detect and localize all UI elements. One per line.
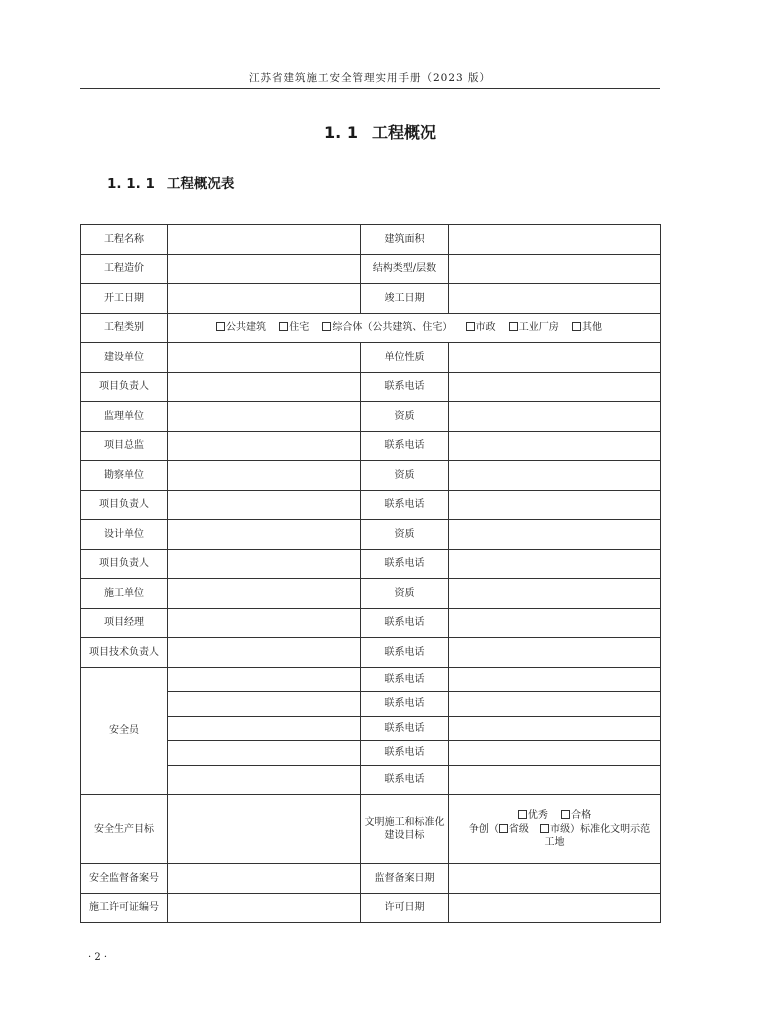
value-unit-nature[interactable] [449, 343, 661, 373]
label-contact-phone: 联系电话 [361, 638, 449, 668]
category-option[interactable]: 综合体（公共建筑、住宅） [322, 322, 452, 333]
value-safety-officer[interactable] [168, 716, 361, 741]
label-start-date: 开工日期 [81, 284, 168, 314]
table-row [81, 667, 661, 692]
value-project-cost[interactable] [168, 254, 361, 284]
table-row [81, 461, 661, 491]
value-contact-phone[interactable] [449, 741, 661, 766]
label-contact-phone: 联系电话 [361, 608, 449, 638]
value-contact-phone[interactable] [449, 490, 661, 520]
label-chief-supervisor: 项目总监 [81, 431, 168, 461]
label-safety-goal: 安全生产目标 [81, 795, 168, 864]
label-safety-officer: 安全员 [81, 667, 168, 795]
value-chief-supervisor[interactable] [168, 431, 361, 461]
table-row [81, 638, 661, 668]
table-row [81, 893, 661, 923]
value-qualification[interactable] [449, 461, 661, 491]
table-row [81, 372, 661, 402]
table-row [81, 254, 661, 284]
category-option[interactable]: 住宅 [279, 322, 309, 333]
checkbox-icon[interactable] [518, 810, 527, 819]
section-title [0, 120, 760, 143]
label-unit-nature: 单位性质 [361, 343, 449, 373]
value-owner-unit[interactable] [168, 343, 361, 373]
goal-option-excellent[interactable]: 优秀 [518, 810, 548, 821]
label-contact-phone: 联系电话 [361, 765, 449, 795]
table-row [81, 490, 661, 520]
table-row [81, 765, 661, 795]
table-row [81, 716, 661, 741]
table-row [81, 313, 661, 343]
table-row [81, 864, 661, 894]
checkbox-icon[interactable] [499, 824, 508, 833]
subsection-title [107, 172, 234, 192]
value-project-leader[interactable] [168, 490, 361, 520]
value-safety-officer[interactable] [168, 667, 361, 692]
label-building-area: 建筑面积 [361, 225, 449, 255]
label-design-unit: 设计单位 [81, 520, 168, 550]
subsection-number: 1. 1. 1 [107, 176, 155, 192]
value-safety-record-no[interactable] [168, 864, 361, 894]
label-qualification: 资质 [361, 402, 449, 432]
label-safety-record-no: 安全监督备案号 [81, 864, 168, 894]
label-contact-phone: 联系电话 [361, 741, 449, 766]
checkbox-icon[interactable] [509, 322, 518, 331]
checkbox-icon[interactable] [540, 824, 549, 833]
category-option[interactable]: 市政 [466, 322, 496, 333]
value-contact-phone[interactable] [449, 667, 661, 692]
table-row [81, 741, 661, 766]
value-design-unit[interactable] [168, 520, 361, 550]
checkbox-icon[interactable] [216, 322, 225, 331]
value-safety-officer[interactable] [168, 692, 361, 717]
value-contact-phone[interactable] [449, 765, 661, 795]
value-structure-type[interactable] [449, 254, 661, 284]
category-option[interactable]: 工业厂房 [509, 322, 559, 333]
value-project-leader[interactable] [168, 549, 361, 579]
value-contact-phone[interactable] [449, 372, 661, 402]
running-header: 江苏省建筑施工安全管理实用手册（2023 版） [248, 72, 492, 84]
label-project-leader: 项目负责人 [81, 490, 168, 520]
label-survey-unit: 勘察单位 [81, 461, 168, 491]
label-structure-type: 结构类型/层数 [361, 254, 449, 284]
civilized-goal-options [449, 795, 661, 864]
checkbox-icon[interactable] [561, 810, 570, 819]
label-completion-date: 竣工日期 [361, 284, 449, 314]
checkbox-icon[interactable] [572, 322, 581, 331]
label-contact-phone: 联系电话 [361, 372, 449, 402]
label-supervision-record-date: 监督备案日期 [361, 864, 449, 894]
goal-city: 市级）标准化文明示范 [550, 823, 651, 835]
value-qualification[interactable] [449, 520, 661, 550]
section-heading: 工程概况 [371, 123, 436, 142]
label-technical-leader: 项目技术负责人 [81, 638, 168, 668]
value-contact-phone[interactable] [449, 431, 661, 461]
label-supervision-unit: 监理单位 [81, 402, 168, 432]
table-row [81, 795, 661, 864]
table-row [81, 431, 661, 461]
table-row [81, 692, 661, 717]
label-project-manager: 项目经理 [81, 608, 168, 638]
table-row [81, 520, 661, 550]
value-contact-phone[interactable] [449, 638, 661, 668]
value-project-manager[interactable] [168, 608, 361, 638]
category-option[interactable]: 公共建筑 [216, 322, 266, 333]
label-contact-phone: 联系电话 [361, 716, 449, 741]
goal-option-qualified[interactable]: 合格 [561, 810, 591, 821]
label-permit-date: 许可日期 [361, 893, 449, 923]
table-row [81, 343, 661, 373]
value-qualification[interactable] [449, 402, 661, 432]
value-qualification[interactable] [449, 579, 661, 609]
label-project-leader: 项目负责人 [81, 372, 168, 402]
value-permit-date[interactable] [449, 893, 661, 923]
value-contact-phone[interactable] [449, 716, 661, 741]
goal-provincial: 省级 [508, 823, 529, 835]
page-number: · 2 · [88, 952, 108, 963]
label-civilized-goal: 文明施工和标准化建设目标 [361, 795, 449, 864]
label-project-name: 工程名称 [81, 225, 168, 255]
value-project-name[interactable] [168, 225, 361, 255]
value-contact-phone[interactable] [449, 608, 661, 638]
project-category-options [168, 313, 661, 343]
label-contact-phone: 联系电话 [361, 692, 449, 717]
label-project-category: 工程类别 [81, 313, 168, 343]
checkbox-icon[interactable] [279, 322, 288, 331]
value-construction-unit[interactable] [168, 579, 361, 609]
value-technical-leader[interactable] [168, 638, 361, 668]
value-supervision-unit[interactable] [168, 402, 361, 432]
value-safety-officer[interactable] [168, 765, 361, 795]
table-row [81, 402, 661, 432]
label-project-leader: 项目负责人 [81, 549, 168, 579]
label-qualification: 资质 [361, 579, 449, 609]
table-row [81, 284, 661, 314]
label-contact-phone: 联系电话 [361, 431, 449, 461]
value-start-date[interactable] [168, 284, 361, 314]
label-contact-phone: 联系电话 [361, 549, 449, 579]
value-safety-officer[interactable] [168, 741, 361, 766]
category-option[interactable]: 其他 [572, 322, 602, 333]
value-contact-phone[interactable] [449, 549, 661, 579]
table-row [81, 225, 661, 255]
checkbox-icon[interactable] [466, 322, 475, 331]
label-qualification: 资质 [361, 520, 449, 550]
label-contact-phone: 联系电话 [361, 490, 449, 520]
label-construction-unit: 施工单位 [81, 579, 168, 609]
label-qualification: 资质 [361, 461, 449, 491]
label-owner-unit: 建设单位 [81, 343, 168, 373]
value-safety-goal[interactable] [168, 795, 361, 864]
value-building-area[interactable] [449, 225, 661, 255]
subsection-heading: 工程概况表 [166, 176, 235, 192]
project-overview-table [80, 224, 661, 923]
checkbox-icon[interactable] [322, 322, 331, 331]
label-contact-phone: 联系电话 [361, 667, 449, 692]
table-row [81, 549, 661, 579]
table-row [81, 579, 661, 609]
label-permit-no: 施工许可证编号 [81, 893, 168, 923]
section-number: 1. 1 [324, 123, 358, 142]
label-project-cost: 工程造价 [81, 254, 168, 284]
table-row [81, 608, 661, 638]
value-permit-no[interactable] [168, 893, 361, 923]
goal-line2-prefix: 争创（ [468, 823, 499, 835]
value-supervision-record-date[interactable] [449, 864, 661, 894]
value-contact-phone[interactable] [449, 692, 661, 717]
value-project-leader[interactable] [168, 372, 361, 402]
header-rule [80, 88, 660, 89]
value-completion-date[interactable] [449, 284, 661, 314]
goal-line3: 工地 [544, 837, 565, 849]
value-survey-unit[interactable] [168, 461, 361, 491]
